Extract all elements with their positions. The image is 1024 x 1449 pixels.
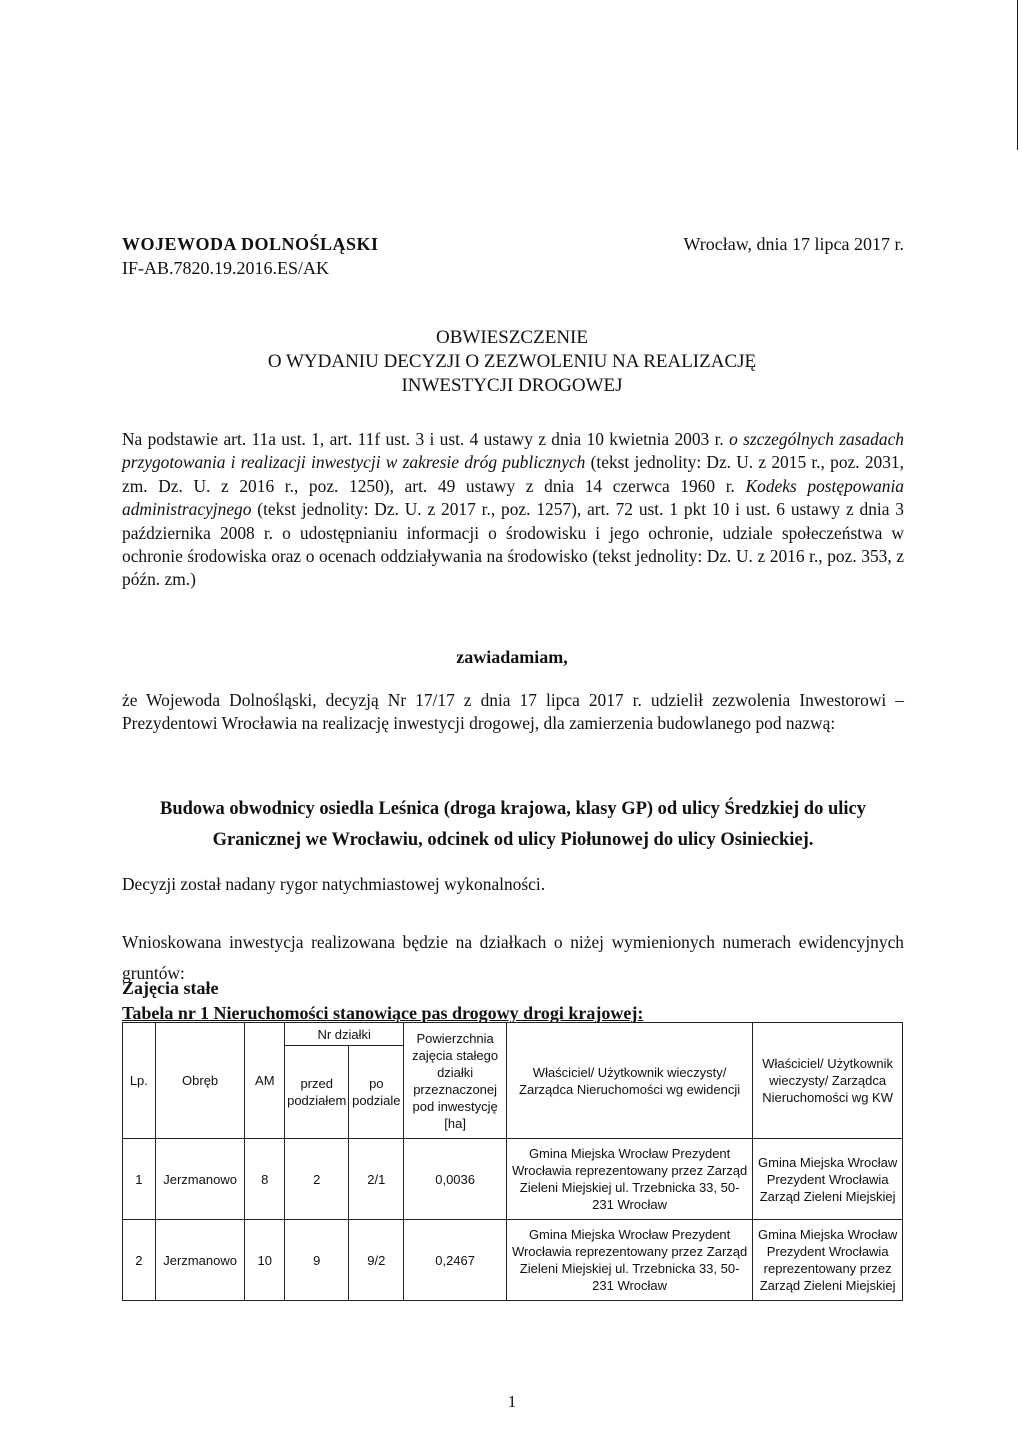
cell-powierzchnia: 0,0036 — [404, 1139, 507, 1220]
legal-basis-text-2: (tekst jednolity: Dz. U. z 2015 r., poz. 2031, zm. Dz. U. z 2016 r., poz. 1250), art. 49 ustawy z dnia 14 czerwca 1960 r. — [122, 452, 904, 496]
header-po: po podziale — [349, 1046, 404, 1139]
table-header-row — [123, 1023, 903, 1046]
table-row — [123, 1139, 903, 1220]
parcels-table — [122, 1022, 903, 1301]
header-owner-land-register: Właściciel/ Użytkownik wieczysty/ Zarządca Nieruchomości wg KW — [753, 1023, 903, 1139]
cell-owner-registry: Gmina Miejska Wrocław Prezydent Wrocławia reprezentowany przez Zarząd Zieleni Miejskiej ul. Trzebnicka 33, 50-231 Wrocław — [506, 1139, 752, 1220]
decision-paragraph: że Wojewoda Dolnośląski, decyzją Nr 17/17 z dnia 17 lipca 2017 r. udzielił zezwolenia Inwestorowi – Prezydentowi Wrocławia na realizację inwestycji drogowej, dla zamierzenia budowlanego pod nazwą: — [122, 690, 904, 734]
title-line-3: INWESTYCJI DROGOWEJ — [401, 375, 623, 396]
parcels-intro-paragraph: Wnioskowana inwestycja realizowana będzie na działkach o niżej wymienionych numerach ewidencyjnych gruntów: — [122, 932, 904, 983]
legal-basis-text-3: (tekst jednolity: Dz. U. z 2017 r., poz. 1257), art. 72 ust. 1 pkt 10 i ust. 6 ustawy z dnia 3 października 2008 r. o udostępnianiu informacji o środowisku i jego ochronie, udziale społeczeństwa w ochronie środowiska oraz o ocenach oddziaływania na środowisko (tekst jednolity: Dz. U. z 2016 r., poz. 353, z późn. zm.) — [122, 499, 904, 590]
header-przed: przed podziałem — [285, 1046, 349, 1139]
cell-przed: 9 — [285, 1220, 349, 1301]
legal-basis-paragraph — [122, 428, 904, 592]
cell-am: 8 — [245, 1139, 285, 1220]
header-obreb: Obręb — [155, 1023, 245, 1139]
title-line-2: O WYDANIU DECYZJI O ZEZWOLENIU NA REALIZACJĘ — [267, 351, 757, 372]
table-title — [122, 1003, 643, 1024]
issuer-name: WOJEWODA DOLNOŚLĄSKI — [122, 234, 379, 254]
header-nr-dzialki: Nr działki — [285, 1023, 404, 1046]
cell-lp: 1 — [123, 1139, 156, 1220]
cell-owner-registry: Gmina Miejska Wrocław Prezydent Wrocławia reprezentowany przez Zarząd Zieleni Miejskiej ul. Trzebnicka 33, 50-231 Wrocław — [506, 1220, 752, 1301]
legal-basis-italic-1: o szczególnych zasadach przygotowania i realizacji inwestycji w zakresie dróg publicznych — [122, 429, 904, 473]
legal-basis-italic-2: Kodeks postępowania administracyjnego — [122, 475, 904, 520]
reference-number: IF-AB.7820.19.2016.ES/AK — [122, 258, 330, 278]
scan-edge-line — [1017, 0, 1018, 150]
place-date: Wrocław, dnia 17 lipca 2017 r. — [683, 234, 904, 254]
cell-obreb: Jerzmanowo — [155, 1139, 245, 1220]
header-owner-registry: Właściciel/ Użytkownik wieczysty/ Zarządca Nieruchomości wg ewidencji — [506, 1023, 752, 1139]
announcement-word: zawiadamiam, — [456, 647, 568, 667]
cell-lp: 2 — [123, 1220, 156, 1301]
cell-powierzchnia: 0,2467 — [404, 1220, 507, 1301]
header-am: AM — [245, 1023, 285, 1139]
enforceability-paragraph: Decyzji został nadany rygor natychmiastowej wykonalności. — [122, 874, 546, 894]
cell-am: 10 — [245, 1220, 285, 1301]
document-title — [122, 326, 902, 398]
cell-owner-land-register: Gmina Miejska Wrocław Prezydent Wrocławia Zarząd Zieleni Miejskiej — [753, 1139, 903, 1220]
section-title: Zajęcia stałe — [122, 978, 219, 998]
project-name: Budowa obwodnicy osiedla Leśnica (droga krajowa, klasy GP) od ulicy Średzkiej do ulicy Granicznej we Wrocławiu, odcinek od ulicy Piołunowej do ulicy Osinieckiej. — [160, 799, 866, 850]
title-line-1: OBWIESZCZENIE — [436, 327, 588, 348]
table-row — [123, 1220, 903, 1301]
legal-basis-text-1: Na podstawie art. 11a ust. 1, art. 11f ust. 3 i ust. 4 ustawy z dnia 10 kwietnia 2003 r. — [122, 429, 724, 449]
header-lp: Lp. — [123, 1023, 156, 1139]
cell-po: 2/1 — [349, 1139, 404, 1220]
table-title-text: Tabela nr 1 Nieruchomości stanowiące pas drogowy drogi krajowej: — [122, 1003, 644, 1023]
cell-obreb: Jerzmanowo — [155, 1220, 245, 1301]
cell-przed: 2 — [285, 1139, 349, 1220]
cell-owner-land-register: Gmina Miejska Wrocław Prezydent Wrocławia reprezentowany przez Zarząd Zieleni Miejskiej — [753, 1220, 903, 1301]
document-header-left — [122, 232, 379, 280]
cell-po: 9/2 — [349, 1220, 404, 1301]
page-number: 1 — [507, 1392, 517, 1411]
header-powierzchnia: Powierzchnia zajęcia stałego działki przeznaczonej pod inwestycję [ha] — [404, 1023, 507, 1139]
